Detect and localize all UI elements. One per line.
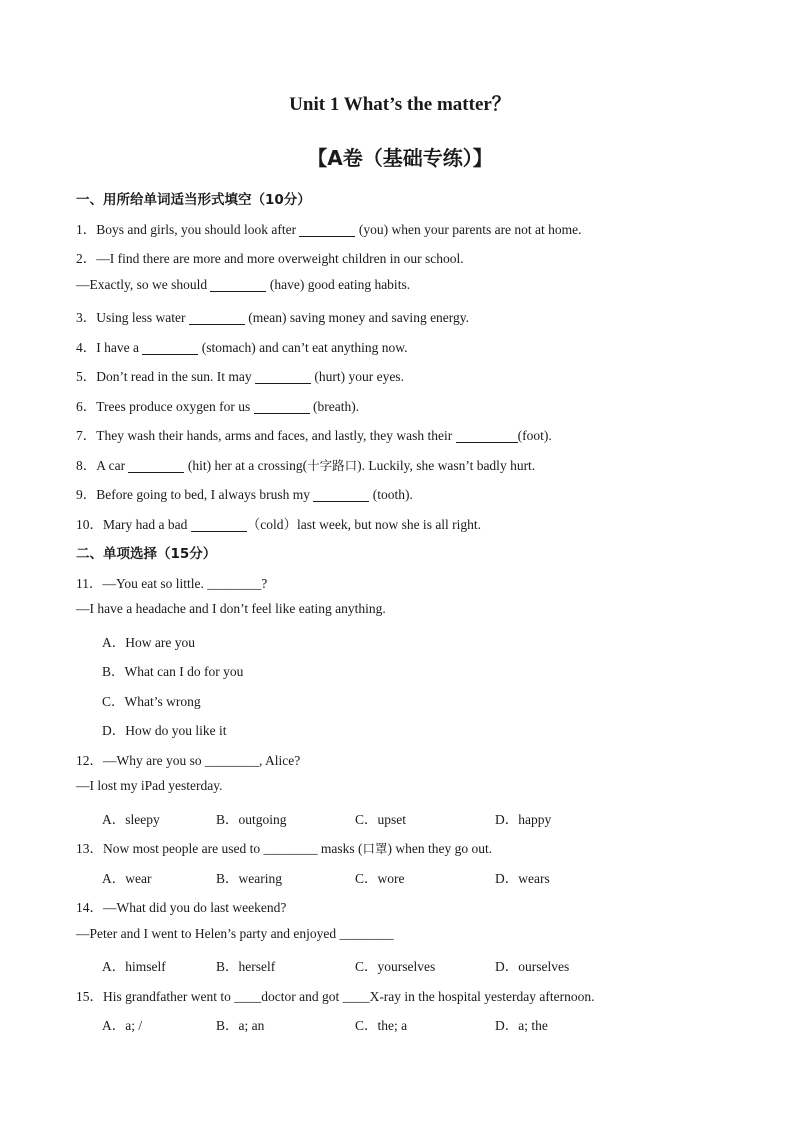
question-15: 15．His grandfather went to ____doctor and got ____X-ray in the hospital yesterday afternoon.	[76, 989, 595, 1004]
page-subtitle: 【A卷（基础专练）】	[307, 146, 493, 170]
section-heading-multiple-choice: 二、单项选择（15分）	[76, 546, 217, 562]
answer-blank[interactable]	[191, 518, 247, 533]
option-b[interactable]: B．outgoing	[216, 812, 287, 827]
option-a[interactable]: A．a; /	[102, 1018, 143, 1033]
answer-blank[interactable]	[128, 459, 184, 474]
option-d[interactable]: D．wears	[495, 871, 550, 886]
question-11-reply: —I have a headache and I don’t feel like eating anything.	[76, 601, 386, 616]
option-d[interactable]: D．a; the	[495, 1018, 548, 1033]
option-d[interactable]: D．happy	[495, 812, 552, 827]
option-c[interactable]: C．the; a	[355, 1018, 408, 1033]
answer-blank[interactable]	[142, 341, 198, 356]
question-2: 2．—I find there are more and more overweight children in our school.	[76, 251, 464, 266]
question-11: 11．—You eat so little. ________?	[76, 576, 268, 591]
question-8: 8．A car (hit) her at a crossing(十字路口). Luckily, she wasn’t badly hurt.	[76, 458, 536, 473]
option-a[interactable]: A．wear	[102, 871, 152, 886]
option-d[interactable]: D．How do you like it	[102, 723, 227, 738]
option-b[interactable]: B．a; an	[216, 1018, 265, 1033]
question-3: 3．Using less water (mean) saving money and saving energy.	[76, 310, 470, 325]
answer-blank[interactable]	[189, 311, 245, 326]
option-a[interactable]: A．sleepy	[102, 812, 160, 827]
option-b[interactable]: B．wearing	[216, 871, 282, 886]
answer-blank[interactable]	[313, 488, 369, 503]
question-10: 10．Mary had a bad （cold）last week, but now she is all right.	[76, 517, 482, 532]
question-14-reply: —Peter and I went to Helen’s party and enjoyed ________	[76, 926, 394, 941]
page-title: Unit 1 What’s the matter？	[289, 94, 511, 115]
option-b[interactable]: B．What can I do for you	[102, 664, 244, 679]
option-c[interactable]: C．wore	[355, 871, 405, 886]
answer-blank[interactable]	[210, 278, 266, 293]
question-9: 9．Before going to bed, I always brush my (tooth).	[76, 487, 413, 502]
option-c[interactable]: C．What’s wrong	[102, 694, 201, 709]
option-b[interactable]: B．herself	[216, 959, 276, 974]
question-4: 4．I have a (stomach) and can’t eat anything now.	[76, 340, 408, 355]
answer-blank[interactable]	[255, 370, 311, 385]
question-13: 13．Now most people are used to ________ masks (口罩) when they go out.	[76, 841, 493, 856]
question-14: 14．—What did you do last weekend?	[76, 900, 287, 915]
section-heading-fill-blank: 一、用所给单词适当形式填空（10分）	[76, 192, 311, 208]
question-6: 6．Trees produce oxygen for us (breath).	[76, 399, 360, 414]
question-12-reply: —I lost my iPad yesterday.	[76, 778, 223, 793]
question-7: 7．They wash their hands, arms and faces, and lastly, they wash their (foot).	[76, 428, 552, 443]
option-a[interactable]: A．himself	[102, 959, 166, 974]
answer-blank[interactable]	[299, 223, 355, 238]
option-c[interactable]: C．upset	[355, 812, 407, 827]
answer-blank[interactable]	[254, 400, 310, 415]
question-12: 12．—Why are you so ________, Alice?	[76, 753, 301, 768]
question-5: 5．Don’t read in the sun. It may (hurt) your eyes.	[76, 369, 404, 384]
option-c[interactable]: C．yourselves	[355, 959, 436, 974]
question-2-reply: —Exactly, so we should (have) good eating habits.	[76, 277, 411, 292]
answer-blank[interactable]	[456, 429, 518, 444]
option-a[interactable]: A．How are you	[102, 635, 195, 650]
option-d[interactable]: D．ourselves	[495, 959, 570, 974]
question-1: 1．Boys and girls, you should look after (you) when your parents are not at home.	[76, 222, 582, 237]
